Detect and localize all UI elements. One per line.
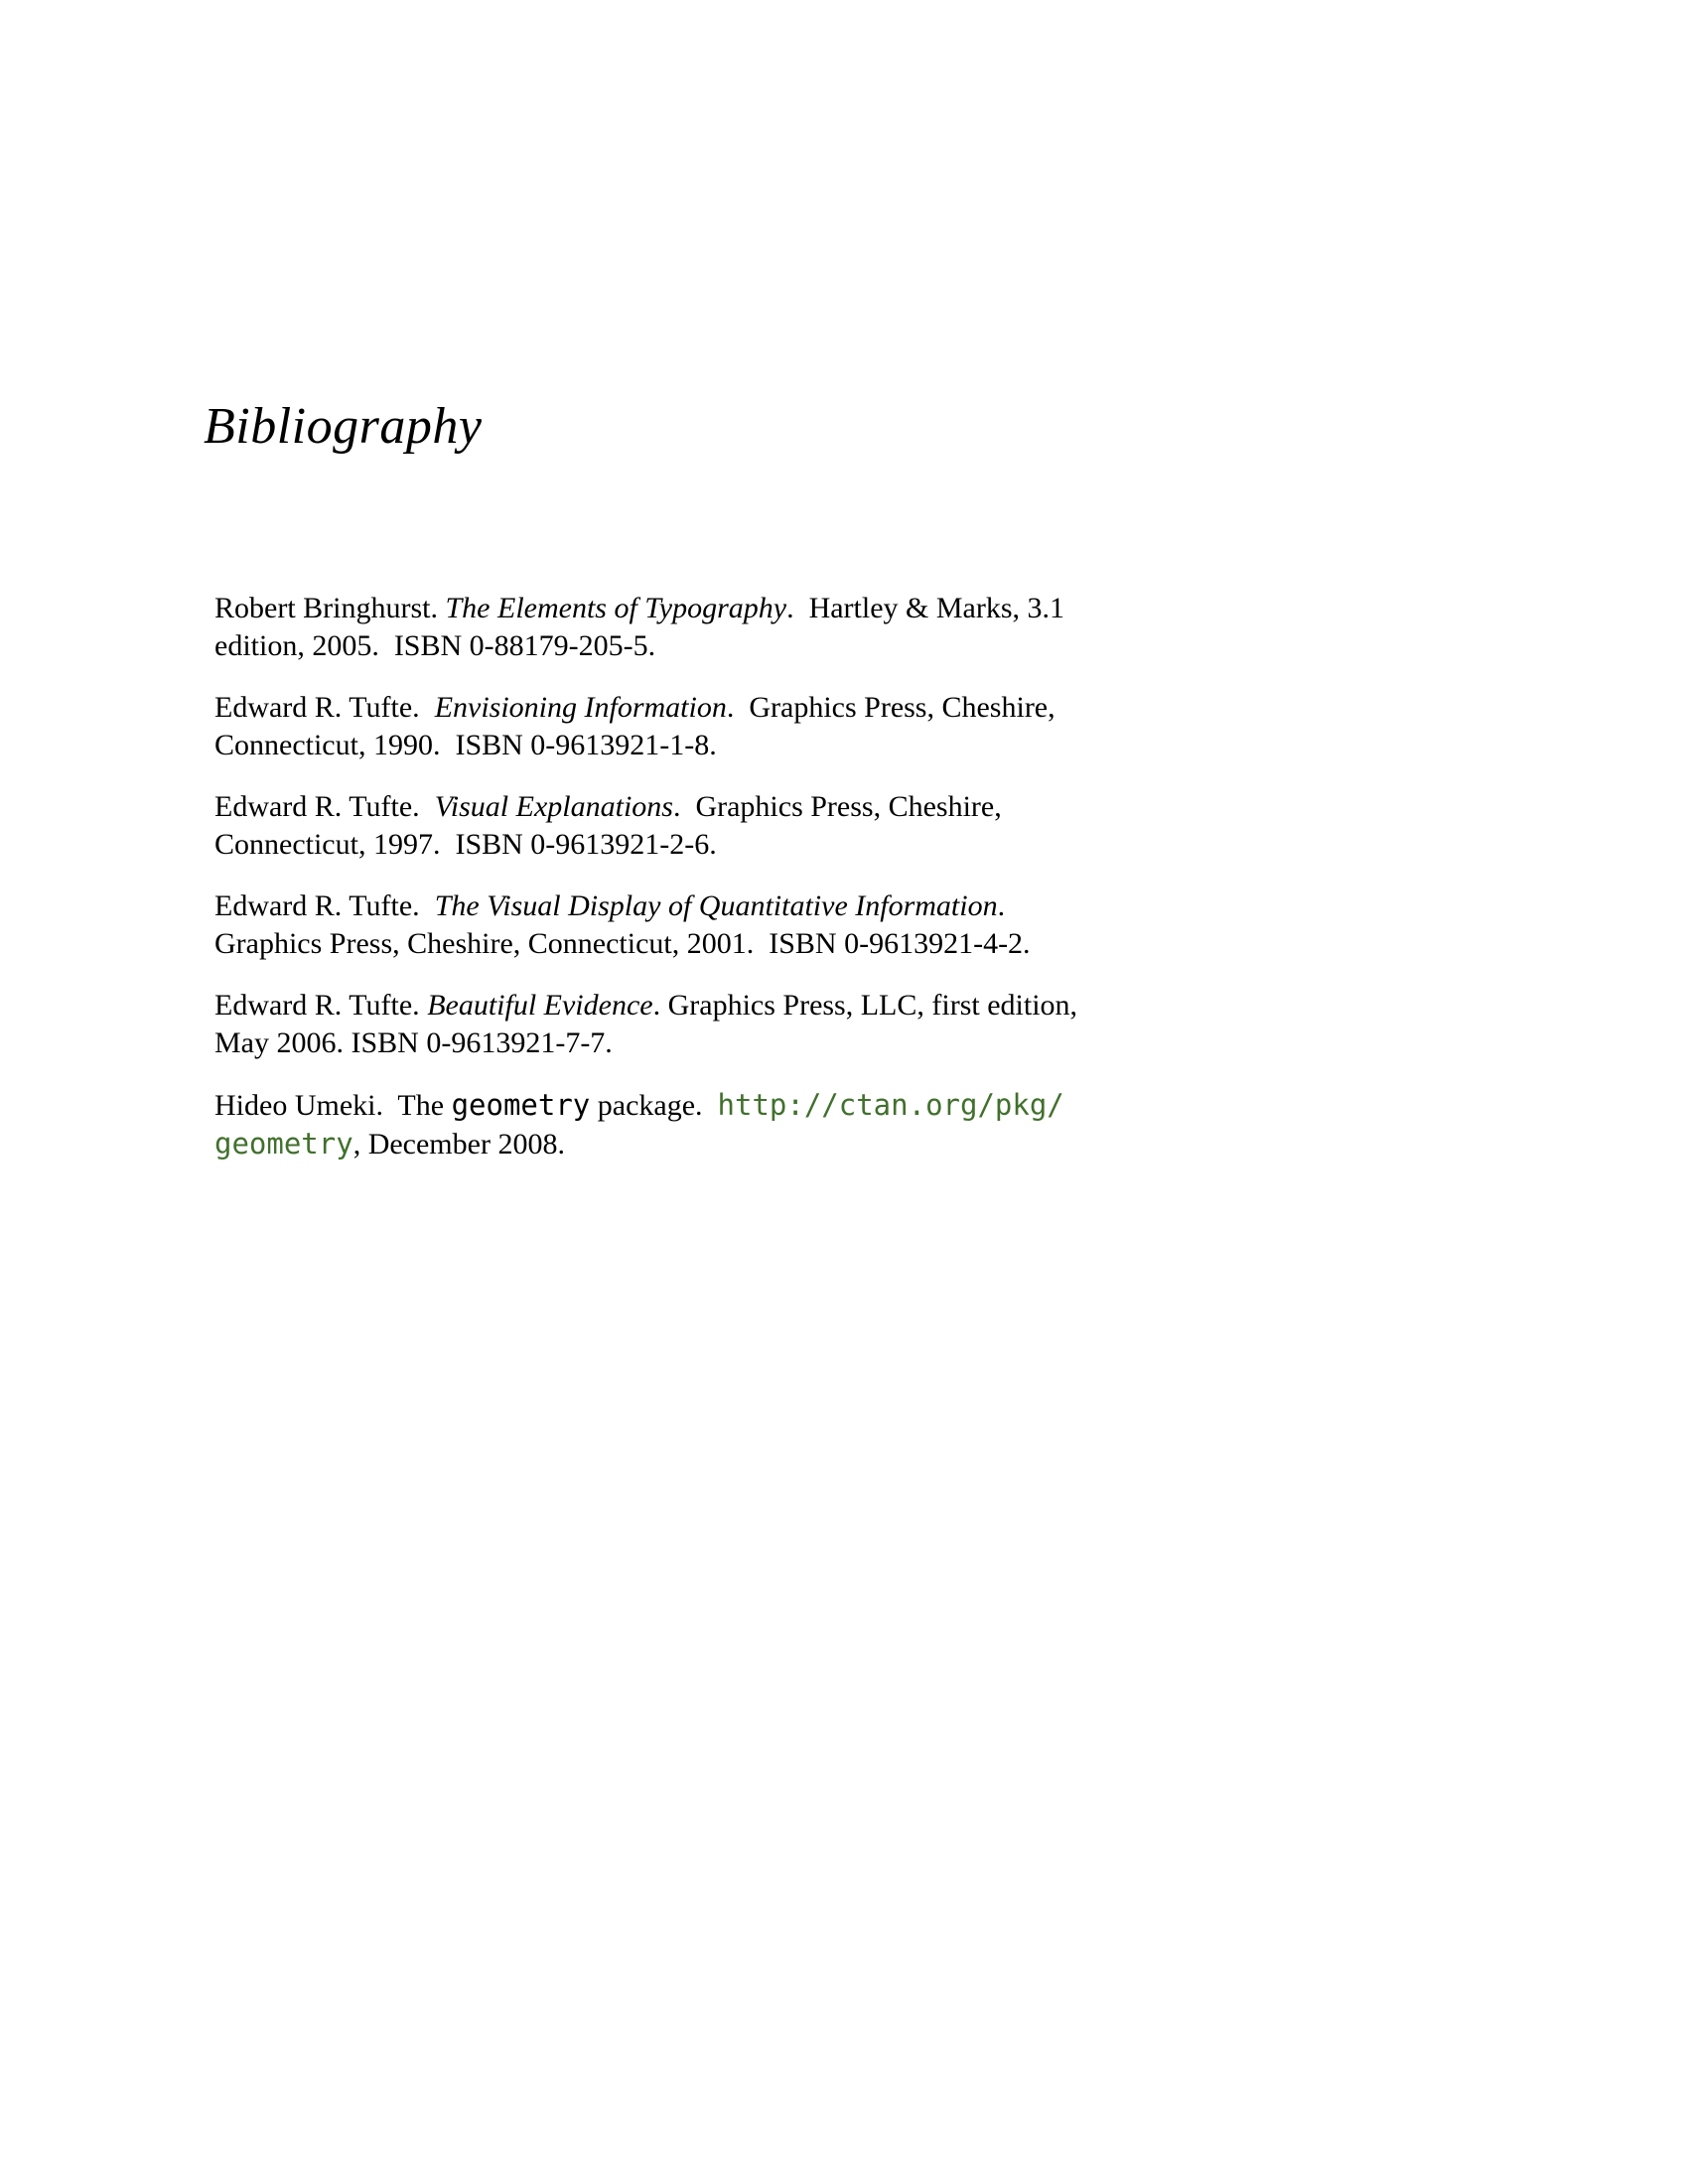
bibliography-list xyxy=(214,590,1093,1187)
book-title: The Visual Display of Quantitative Information xyxy=(434,889,998,922)
entry-text: . Graphics Press, Cheshire, Connecticut, 1997. ISBN 0-9613921-2-6. xyxy=(214,790,1010,861)
entry-text: Edward R. Tufte. xyxy=(214,691,435,724)
entry-text: . Graphics Press, LLC, first edition, May 2006. ISBN 0-9613921-7-7. xyxy=(214,989,1085,1059)
entry-text: Edward R. Tufte. xyxy=(214,989,428,1022)
entry-text: . Hartley & Marks, 3.1 edition, 2005. ISBN 0-88179-205-5. xyxy=(214,592,1072,662)
book-title: The Elements of Typography xyxy=(445,592,787,624)
ctan-url-link[interactable]: http://ctan.org/pkg/geometry xyxy=(214,1088,1064,1160)
entry-text: Robert Bringhurst. xyxy=(214,592,446,624)
book-title: Envisioning Information xyxy=(434,691,727,724)
package-name-mono: geometry xyxy=(451,1088,591,1122)
bib-entry-5 xyxy=(214,987,1093,1062)
book-title: Beautiful Evidence xyxy=(427,989,653,1022)
bib-entry-1 xyxy=(214,590,1093,665)
entry-text: , December 2008. xyxy=(352,1128,565,1160)
book-title: Visual Explanations xyxy=(434,790,673,823)
bib-entry-4 xyxy=(214,887,1093,963)
entry-text: package. xyxy=(590,1089,718,1122)
entry-text: Hideo Umeki. The xyxy=(214,1089,452,1122)
entry-text: Edward R. Tufte. xyxy=(214,790,435,823)
entry-text: Edward R. Tufte. xyxy=(214,889,435,922)
bib-entry-6 xyxy=(214,1086,1093,1163)
entry-text: . Graphics Press, Cheshire, Connecticut, 1990. ISBN 0-9613921-1-8. xyxy=(214,691,1063,761)
bib-entry-3 xyxy=(214,788,1093,864)
chapter-title: Bibliography xyxy=(204,398,483,455)
bib-entry-2 xyxy=(214,689,1093,764)
entry-text: . Graphics Press, Cheshire, Connecticut, 2001. ISBN 0-9613921-4-2. xyxy=(214,889,1031,960)
